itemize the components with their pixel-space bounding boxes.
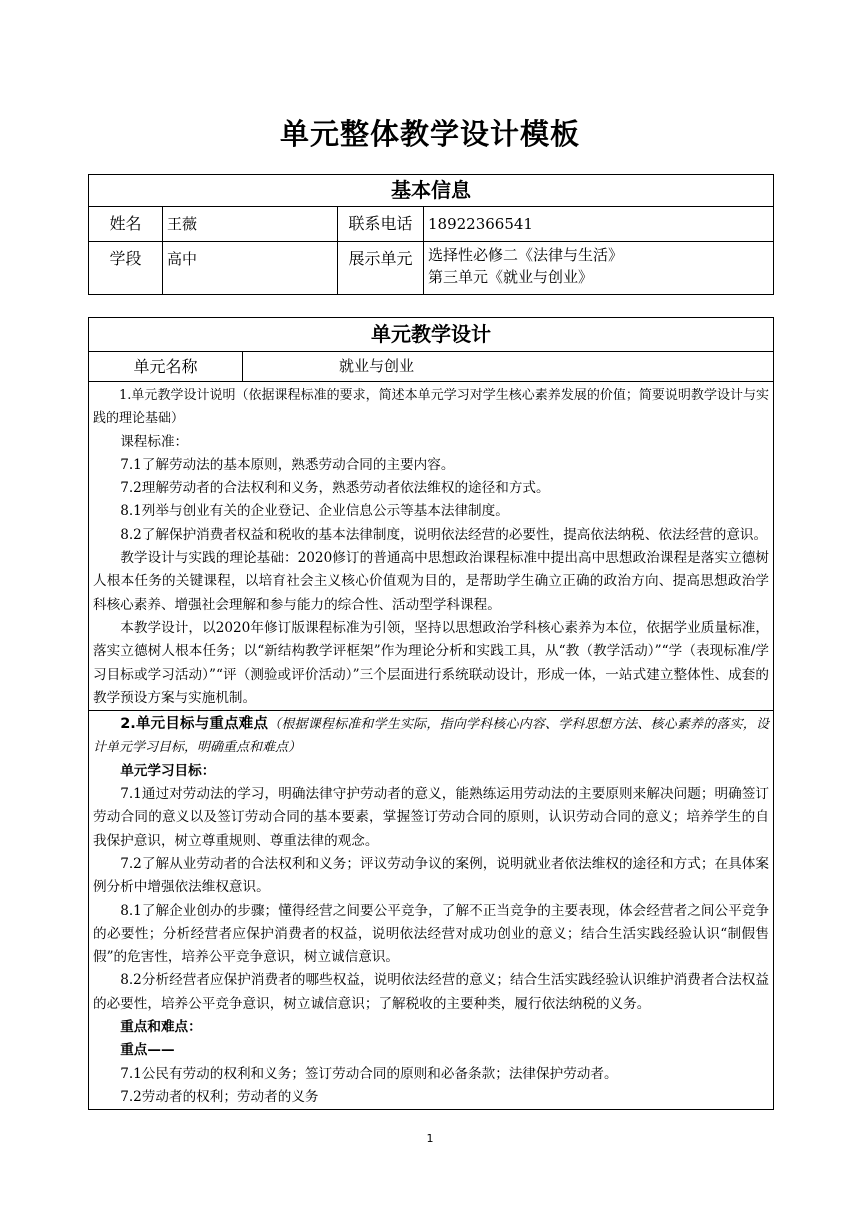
paragraph: 课程标准： bbox=[120, 433, 189, 450]
paragraph: 7.1公民有劳动的权利和义务；签订劳动合同的原则和必备条款；法律保护劳动者。 bbox=[120, 1065, 618, 1082]
page-title: 单元整体教学设计模板 bbox=[279, 117, 580, 151]
paragraph: 教学设计与实践的理论基础：2020修订的普通高中思想政治课程标准中提出高中思想政治课程是落实立德树人根本任务的关键课程，以培育社会主义核心价值观为目的，是帮助学生确立正确的政治方向、提高思想政治学科核心素养、增强社会理解和参与能力的综合性、活动型学科课程。 bbox=[93, 550, 769, 613]
paragraph: 7.1了解劳动法的基本原则，熟悉劳动合同的主要内容。 bbox=[120, 456, 455, 473]
unit-value bbox=[424, 242, 774, 295]
paragraph: 7.1通过对劳动法的学习，明确法律守护劳动者的意义，能熟练运用劳动法的主要原则来解决问题；明确签订劳动合同的意义以及签订劳动合同的基本要素，掌握签订劳动合同的原则，认识劳动合同的意义；培养学生的自我保护意识，树立尊重规则、尊重法律的观念。 bbox=[93, 786, 769, 849]
name-value: 王薇 bbox=[163, 207, 338, 242]
paragraph: 本教学设计，以2020年修订版课程标准为引领，坚持以思想政治学科核心素养为本位，依据学业质量标准，落实立德树人根本任务；以“新结构教学评框架”作为理论分析和实践工具，从“教（教学活动）”“学（表现标准/学习目标或学习活动）”“评（测验或评价活动）”三个层面进行系统联动设计，形成一体，一站式建立整体性、成套的教学预设方案与实施机制。 bbox=[93, 619, 769, 706]
unit-design-header: 单元教学设计 bbox=[89, 318, 774, 352]
paragraph: 8.2分析经营者应保护消费者的哪些权益，说明依法经营的意义；结合生活实践经验认识维护消费者合法权益的必要性，培养公平竞争意识，树立诚信意识；了解税收的主要种类，履行依法纳税的义务。 bbox=[93, 972, 769, 1012]
paragraph: 8.1了解企业创办的步骤；懂得经营之间要公平竞争，了解不正当竞争的主要表现，体会经营者之间公平竞争的必要性；分析经营者应保护消费者的权益，说明依法经营对成功创业的意义；结合生活实践经验认识“制假售假”的危害性，培养公平竞争意识，树立诚信意识。 bbox=[93, 902, 769, 966]
basic-info-table bbox=[88, 174, 774, 295]
section-2-heading-line bbox=[93, 713, 769, 760]
paragraph: 8.2了解保护消费者权益和税收的基本法律制度，说明依法经营的必要性，提高依法纳税、依法经营的意识。 bbox=[120, 526, 768, 543]
unit-name-value: 就业与创业 bbox=[243, 352, 774, 382]
paragraph: 8.1列举与创业有关的企业登记、企业信息公示等基本法律制度。 bbox=[120, 503, 509, 520]
stage-value: 高中 bbox=[163, 242, 338, 295]
unit-design-table bbox=[88, 317, 774, 1110]
section-2-heading: 2.单元目标与重点难点 bbox=[120, 716, 269, 733]
basic-info-header: 基本信息 bbox=[89, 175, 774, 207]
phone-label: 联系电话 bbox=[338, 207, 424, 242]
section-1-heading: 1.单元教学设计说明（依据课程标准的要求，简述本单元学习对学生核心素养发展的价值；简要说明教学设计与实践的理论基础） bbox=[93, 388, 769, 427]
goal-label: 单元学习目标： bbox=[120, 762, 216, 779]
paragraph: 7.2了解从业劳动者的合法权利和义务；评议劳动争议的案例，说明就业者依法维权的途径和方式；在具体案例分析中增强依法维权意识。 bbox=[93, 855, 769, 896]
section-2-note: （根据课程标准和学生实际，指向学科核心内容、学科思想方法、核心素养的落实，设计单元学习目标，明确重点和难点） bbox=[93, 717, 769, 756]
phone-value: 18922366541 bbox=[424, 207, 774, 242]
page-number: 1 bbox=[426, 1132, 434, 1145]
key-points-sub: 重点—— bbox=[120, 1042, 175, 1059]
section-2 bbox=[89, 711, 774, 1110]
stage-label: 学段 bbox=[89, 242, 163, 295]
paragraph: 7.2理解劳动者的合法权利和义务，熟悉劳动者依法维权的途径和方式。 bbox=[120, 480, 550, 497]
name-label: 姓名 bbox=[89, 207, 163, 242]
unit-value-line2: 第三单元《就业与创业》 bbox=[428, 268, 594, 286]
unit-value-line1: 选择性必修二《法律与生活》 bbox=[428, 246, 624, 264]
section-1 bbox=[89, 382, 774, 711]
key-points-label: 重点和难点： bbox=[120, 1019, 202, 1036]
paragraph: 7.2劳动者的权利；劳动者的义务 bbox=[120, 1088, 319, 1105]
unit-name-label: 单元名称 bbox=[89, 352, 243, 382]
unit-label: 展示单元 bbox=[338, 242, 424, 295]
